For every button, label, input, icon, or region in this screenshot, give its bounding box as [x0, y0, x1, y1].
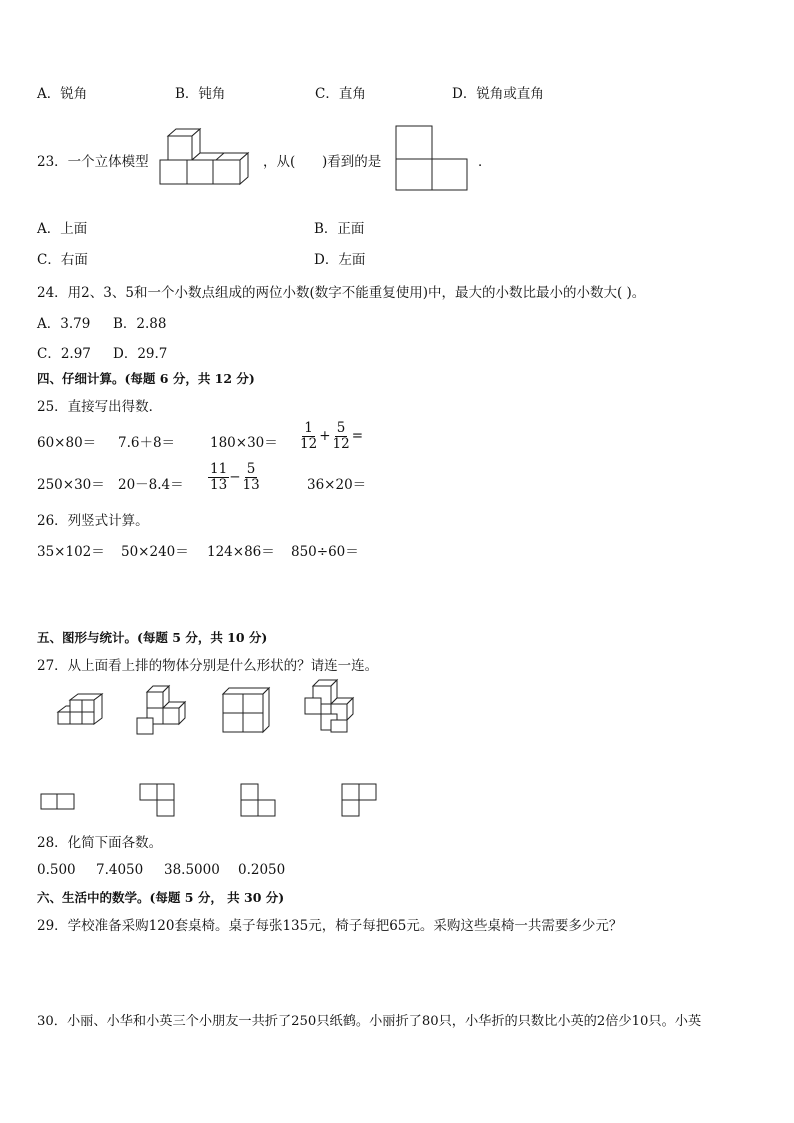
q24-option-c: C．2.97 [37, 346, 91, 362]
q25-item: 250×30＝ [37, 477, 105, 493]
q24-question: 24．用2、3、5和一个小数点组成的两位小数(数字不能重复使用)中，最大的小数比最小的小数大( )。 [37, 285, 646, 301]
q24-option-d: D．29.7 [113, 346, 168, 362]
q26-item: 35×102＝ [37, 544, 105, 560]
section-6-title: 六、生活中的数学。(每题 5 分， 共 30 分) [37, 890, 285, 905]
q25-item: 36×20＝ [307, 477, 367, 493]
q22-option-b: B．钝角 [175, 86, 226, 102]
q23-option-c: C．右面 [37, 252, 88, 268]
section-4-title: 四、仔细计算。(每题 6 分，共 12 分) [37, 371, 255, 386]
q27-solid-figure-2 [135, 686, 187, 736]
q23-middle: ，从( [263, 154, 296, 170]
q27-view-shape-1 [40, 793, 76, 811]
section-5-title: 五、图形与统计。(每题 5 分，共 10 分) [37, 630, 268, 645]
q24-option-a: A．3.79 [37, 316, 91, 332]
q28-item: 0.500 [37, 862, 76, 878]
q27-question: 27．从上面看上排的物体分别是什么形状的？请连一连。 [37, 658, 379, 674]
q23-view-figure [394, 124, 470, 192]
q25-item: 60×80＝ [37, 435, 97, 451]
q27-view-shape-3 [240, 783, 278, 819]
q23-prefix: 23．一个立体模型 [37, 154, 149, 170]
q23-end: ． [478, 154, 492, 170]
q23-option-b: B．正面 [314, 221, 365, 237]
q25-fraction-expression: $\frac{11}{13}$ − $\frac{5}{13}$ [210, 461, 260, 493]
q28-question: 28．化简下面各数。 [37, 835, 163, 851]
q22-option-d: D．锐角或直角 [452, 86, 544, 102]
q26-question: 26．列竖式计算。 [37, 513, 149, 529]
q30-question: 30．小丽、小华和小英三个小朋友一共折了250只纸鹤。小丽折了80只，小华折的只数比小英的2倍少10只。小英 [37, 1014, 702, 1029]
q25-fraction-expression: $\frac{1}{12}$ + $\frac{5}{12}$ = [300, 420, 363, 452]
q22-option-c: C．直角 [315, 86, 366, 102]
q23-solid-model-figure [158, 126, 250, 194]
q23-option-a: A．上面 [37, 221, 88, 237]
q27-solid-figure-4 [299, 680, 355, 736]
q28-item: 7.4050 [96, 862, 144, 878]
q27-solid-figure-3 [219, 688, 271, 736]
q25-question: 25．直接写出得数． [37, 399, 163, 415]
q28-item: 38.5000 [164, 862, 220, 878]
q24-option-b: B．2.88 [113, 316, 167, 332]
q23-middle2: )看到的是 [322, 154, 382, 170]
q29-question: 29．学校准备采购120套桌椅。桌子每张135元，椅子每把65元。采购这些桌椅一共需要多少元？ [37, 918, 623, 934]
q27-view-shape-2 [139, 783, 177, 819]
q28-item: 0.2050 [238, 862, 286, 878]
q27-view-shape-4 [341, 783, 379, 819]
q26-item: 124×86＝ [207, 544, 275, 560]
q23-option-d: D．左面 [314, 252, 366, 268]
q25-item: 20－8.4＝ [118, 477, 184, 493]
q26-item: 50×240＝ [121, 544, 189, 560]
q22-option-a: A．锐角 [37, 86, 88, 102]
q25-item: 180×30＝ [210, 435, 278, 451]
q26-item: 850÷60＝ [291, 544, 359, 560]
q27-solid-figure-1 [56, 694, 104, 734]
q25-item: 7.6＋8＝ [118, 435, 176, 451]
